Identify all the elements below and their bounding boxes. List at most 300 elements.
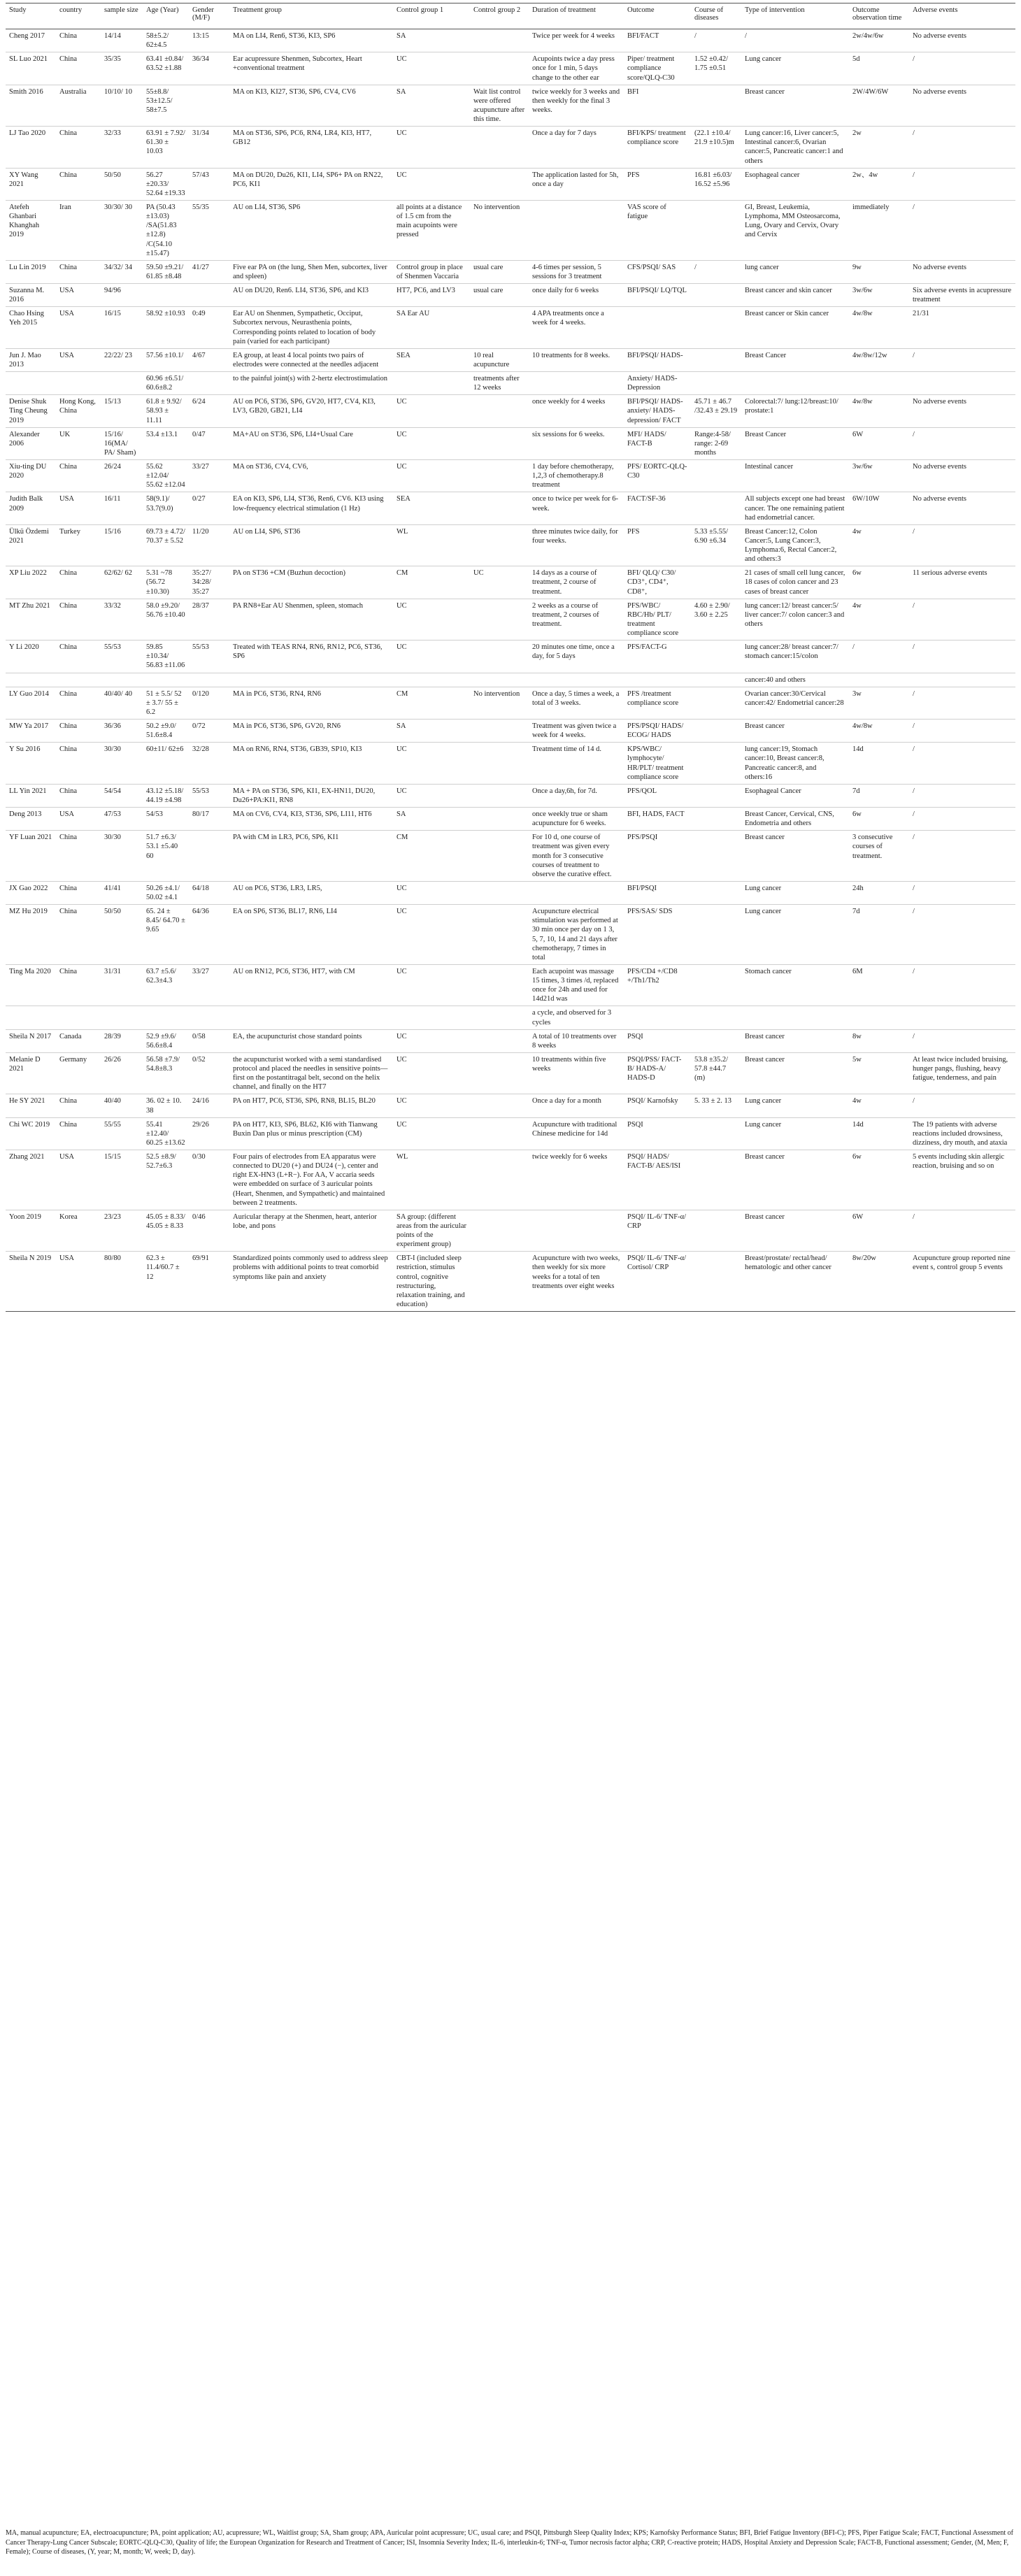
cell-control-group-2: Wait list control were offered acupuncture after this time. bbox=[470, 85, 529, 127]
cell-treatment-group: MA on ST36, SP6, PC6, RN4, LR4, KI3, HT7, GB12 bbox=[229, 127, 393, 169]
cell-observation-time: 6W bbox=[849, 1210, 909, 1252]
cell-sample-size: 26/26 bbox=[101, 1052, 143, 1094]
cell-control-group-1 bbox=[393, 372, 470, 395]
cell-outcome: MFI/ HADS/ FACT-B bbox=[624, 427, 691, 459]
cell-control-group-1: SA bbox=[393, 85, 470, 127]
cell-adverse-events: Six adverse events in acupressure treatment bbox=[909, 284, 1015, 307]
cell-adverse-events: / bbox=[909, 1029, 1015, 1052]
cell-course-of-diseases bbox=[691, 566, 741, 599]
cell-control-group-1: WL bbox=[393, 1150, 470, 1210]
cell-age: 51.7 ±6.3/ 53.1 ±5.40 60 bbox=[143, 831, 189, 882]
cell-country: China bbox=[56, 687, 101, 719]
cell-sample-size: 26/24 bbox=[101, 460, 143, 492]
cell-study bbox=[6, 372, 56, 395]
cell-gender: 0/58 bbox=[189, 1029, 229, 1052]
cell-duration: 4-6 times per session, 5 sessions for 3 treatment bbox=[529, 260, 624, 283]
cell-control-group-2 bbox=[470, 1094, 529, 1117]
cell-outcome: PFS bbox=[624, 524, 691, 566]
cell-duration: Acupuncture electrical stimulation was performed at 30 min once per day on 1 3, 5, 7, 10, 14 and 21 days after chemotherapy, 7 times in total bbox=[529, 905, 624, 965]
column-header-outcome: Outcome bbox=[624, 3, 691, 29]
cell-observation-time: 6w bbox=[849, 1150, 909, 1210]
cell-adverse-events: / bbox=[909, 964, 1015, 1006]
cell-country: USA bbox=[56, 1252, 101, 1312]
cell-adverse-events: / bbox=[909, 743, 1015, 785]
cell-gender: 41/27 bbox=[189, 260, 229, 283]
cell-outcome: PFS/SAS/ SDS bbox=[624, 905, 691, 965]
cell-observation-time: 2W/4W/6W bbox=[849, 85, 909, 127]
cell-sample-size bbox=[101, 1006, 143, 1029]
cell-observation-time: 3w/6w bbox=[849, 460, 909, 492]
cell-country: China bbox=[56, 641, 101, 673]
cell-intervention-type: Breast cancer or Skin cancer bbox=[741, 307, 849, 349]
cell-observation-time: 9w bbox=[849, 260, 909, 283]
cell-treatment-group: to the painful joint(s) with 2-hertz electrostimulation bbox=[229, 372, 393, 395]
cell-sample-size: 15/16/ 16(MA/ PA/ Sham) bbox=[101, 427, 143, 459]
cell-country: China bbox=[56, 599, 101, 641]
cell-course-of-diseases bbox=[691, 720, 741, 743]
cell-sample-size: 28/39 bbox=[101, 1029, 143, 1052]
table-row bbox=[6, 1150, 1015, 1210]
cell-duration: For 10 d, one course of treatment was given every month for 3 consecutive courses of treatment to observe the curative effect. bbox=[529, 831, 624, 882]
cell-course-of-diseases: / bbox=[691, 260, 741, 283]
cell-intervention-type: Breast cancer bbox=[741, 1210, 849, 1252]
cell-control-group-2 bbox=[470, 673, 529, 687]
cell-control-group-2 bbox=[470, 641, 529, 673]
table-row bbox=[6, 1252, 1015, 1312]
cell-course-of-diseases: / bbox=[691, 29, 741, 52]
cell-duration bbox=[529, 881, 624, 904]
cell-duration: 4 APA treatments once a week for 4 weeks. bbox=[529, 307, 624, 349]
cell-outcome: PFS/PSQI/ HADS/ ECOG/ HADS bbox=[624, 720, 691, 743]
cell-adverse-events: / bbox=[909, 905, 1015, 965]
cell-control-group-1: SA bbox=[393, 808, 470, 831]
cell-outcome: PFS/QOL bbox=[624, 784, 691, 807]
cell-observation-time: 6w bbox=[849, 808, 909, 831]
cell-intervention-type: Breast cancer and skin cancer bbox=[741, 284, 849, 307]
table-row bbox=[6, 720, 1015, 743]
cell-age: 60.96 ±6.51/ 60.6±8.2 bbox=[143, 372, 189, 395]
cell-observation-time: 4w/8w/12w bbox=[849, 348, 909, 371]
cell-control-group-2 bbox=[470, 1052, 529, 1094]
cell-intervention-type: Breast Cancer bbox=[741, 348, 849, 371]
table-row bbox=[6, 284, 1015, 307]
cell-control-group-1: CM bbox=[393, 687, 470, 719]
cell-intervention-type: Breast Cancer, Cervical, CNS, Endometria and others bbox=[741, 808, 849, 831]
cell-treatment-group: AU on PC6, ST36, SP6, GV20, HT7, CV4, KI3, LV3, GB20, GB21, LI4 bbox=[229, 395, 393, 427]
cell-intervention-type: Breast cancer bbox=[741, 720, 849, 743]
cell-control-group-1: SEA bbox=[393, 492, 470, 524]
cell-outcome: PSQI/ IL-6/ TNF-α/ Cortisol/ CRP bbox=[624, 1252, 691, 1312]
cell-adverse-events: / bbox=[909, 1094, 1015, 1117]
cell-observation-time: 4w/8w bbox=[849, 395, 909, 427]
cell-country: China bbox=[56, 881, 101, 904]
cell-gender: 13:15 bbox=[189, 29, 229, 52]
cell-country: USA bbox=[56, 307, 101, 349]
cell-duration bbox=[529, 673, 624, 687]
cell-outcome: FACT/SF-36 bbox=[624, 492, 691, 524]
cell-adverse-events: / bbox=[909, 881, 1015, 904]
cell-observation-time: 2w、4w bbox=[849, 168, 909, 200]
cell-gender bbox=[189, 1006, 229, 1029]
cell-duration: Twice per week for 4 weeks bbox=[529, 29, 624, 52]
cell-gender: 0/47 bbox=[189, 427, 229, 459]
table-row bbox=[6, 964, 1015, 1006]
cell-sample-size: 16/11 bbox=[101, 492, 143, 524]
column-header-observation-time: Outcome observation time bbox=[849, 3, 909, 29]
table-header-row bbox=[6, 3, 1015, 29]
cell-observation-time: 3w/6w bbox=[849, 284, 909, 307]
cell-duration: twice weekly for 3 weeks and then weekly for the final 3 weeks. bbox=[529, 85, 624, 127]
table-row bbox=[6, 307, 1015, 349]
cell-sample-size: 40/40/ 40 bbox=[101, 687, 143, 719]
cell-sample-size: 30/30 bbox=[101, 831, 143, 882]
cell-course-of-diseases bbox=[691, 784, 741, 807]
cell-sample-size: 41/41 bbox=[101, 881, 143, 904]
cell-treatment-group: MA on RN6, RN4, ST36, GB39, SP10, KI3 bbox=[229, 743, 393, 785]
cell-course-of-diseases bbox=[691, 964, 741, 1006]
cell-country: China bbox=[56, 720, 101, 743]
cell-adverse-events: / bbox=[909, 687, 1015, 719]
cell-gender: 4/67 bbox=[189, 348, 229, 371]
cell-observation-time: 6w bbox=[849, 566, 909, 599]
cell-course-of-diseases bbox=[691, 831, 741, 882]
cell-control-group-1: UC bbox=[393, 395, 470, 427]
cell-outcome: PFS/WBC/ RBC/Hb/ PLT/ treatment compliance score bbox=[624, 599, 691, 641]
cell-control-group-2 bbox=[470, 492, 529, 524]
cell-gender: 0/72 bbox=[189, 720, 229, 743]
cell-age: 62.3 ± 11.4/60.7 ± 12 bbox=[143, 1252, 189, 1312]
cell-study: Lu Lin 2019 bbox=[6, 260, 56, 283]
cell-country: USA bbox=[56, 808, 101, 831]
cell-age: 61.8 ± 9.92/ 58.93 ± 11.11 bbox=[143, 395, 189, 427]
cell-age: 54/53 bbox=[143, 808, 189, 831]
cell-course-of-diseases: 4.60 ± 2.90/ 3.60 ± 2.25 bbox=[691, 599, 741, 641]
cell-study: Yoon 2019 bbox=[6, 1210, 56, 1252]
cell-age: 55.62 ±12.04/ 55.62 ±12.04 bbox=[143, 460, 189, 492]
cell-observation-time: 4w/8w bbox=[849, 720, 909, 743]
table-row bbox=[6, 687, 1015, 719]
cell-course-of-diseases: 1.52 ±0.42/ 1.75 ±0.51 bbox=[691, 52, 741, 85]
cell-control-group-1: UC bbox=[393, 52, 470, 85]
cell-observation-time: 8w/20w bbox=[849, 1252, 909, 1312]
cell-sample-size: 30/30 bbox=[101, 743, 143, 785]
cell-treatment-group bbox=[229, 673, 393, 687]
cell-treatment-group: AU on PC6, ST36, LR3, LR5, bbox=[229, 881, 393, 904]
cell-control-group-2 bbox=[470, 52, 529, 85]
cell-intervention-type: Esophageal cancer bbox=[741, 168, 849, 200]
cell-control-group-2: usual care bbox=[470, 284, 529, 307]
cell-duration bbox=[529, 1210, 624, 1252]
cell-adverse-events: / bbox=[909, 348, 1015, 371]
cell-control-group-2 bbox=[470, 168, 529, 200]
cell-study: Xiu-ting DU 2020 bbox=[6, 460, 56, 492]
cell-treatment-group: AU on DU20, Ren6. LI4, ST36, SP6, and KI3 bbox=[229, 284, 393, 307]
cell-treatment-group: MA on CV6, CV4, KI3, ST36, SP6, LI11, HT6 bbox=[229, 808, 393, 831]
cell-country: China bbox=[56, 566, 101, 599]
cell-adverse-events: / bbox=[909, 720, 1015, 743]
cell-age: 55±8.8/ 53±12.5/ 58±7.5 bbox=[143, 85, 189, 127]
cell-country: China bbox=[56, 964, 101, 1006]
cell-age: 51 ± 5.5/ 52 ± 3.7/ 55 ± 6.2 bbox=[143, 687, 189, 719]
cell-outcome: BFI/PSQI/ HADS-anxiety/ HADS-depression/ FACT bbox=[624, 395, 691, 427]
cell-control-group-2: UC bbox=[470, 566, 529, 599]
cell-country bbox=[56, 1006, 101, 1029]
cell-gender: 55/35 bbox=[189, 201, 229, 261]
table-row bbox=[6, 641, 1015, 673]
cell-sample-size: 54/54 bbox=[101, 784, 143, 807]
cell-treatment-group: EA on KI3, SP6, LI4, ST36, Ren6, CV6. KI3 using low-frequency electrical stimulation (1 Hz) bbox=[229, 492, 393, 524]
cell-age: 50.26 ±4.1/ 50.02 ±4.1 bbox=[143, 881, 189, 904]
cell-course-of-diseases: 5.33 ±5.55/ 6.90 ±6.34 bbox=[691, 524, 741, 566]
cell-course-of-diseases bbox=[691, 1150, 741, 1210]
cell-adverse-events: 11 serious adverse events bbox=[909, 566, 1015, 599]
cell-country: Canada bbox=[56, 1029, 101, 1052]
cell-duration: Once a day for a month bbox=[529, 1094, 624, 1117]
cell-country: USA bbox=[56, 284, 101, 307]
cell-duration: 10 treatments for 8 weeks. bbox=[529, 348, 624, 371]
cell-age bbox=[143, 284, 189, 307]
cell-observation-time: / bbox=[849, 641, 909, 673]
cell-study bbox=[6, 673, 56, 687]
cell-course-of-diseases bbox=[691, 673, 741, 687]
cell-adverse-events: / bbox=[909, 168, 1015, 200]
column-header-gender: Gender (M/F) bbox=[189, 3, 229, 29]
cell-control-group-1: all points at a distance of 1.5 cm from the main acupoints were pressed bbox=[393, 201, 470, 261]
cell-sample-size: 15/13 bbox=[101, 395, 143, 427]
table-row bbox=[6, 566, 1015, 599]
cell-intervention-type: Colorectal:7/ lung:12/breast:10/ prostate:1 bbox=[741, 395, 849, 427]
cell-study: LL Yin 2021 bbox=[6, 784, 56, 807]
cell-age: 52.9 ±9.6/ 56.6±8.4 bbox=[143, 1029, 189, 1052]
cell-treatment-group: PA on HT7, PC6, ST36, SP6, RN8, BL15, BL20 bbox=[229, 1094, 393, 1117]
table-row bbox=[6, 1052, 1015, 1094]
cell-observation-time bbox=[849, 673, 909, 687]
cell-duration: Once a day for 7 days bbox=[529, 127, 624, 169]
cell-control-group-2 bbox=[470, 808, 529, 831]
cell-control-group-1: UC bbox=[393, 1052, 470, 1094]
table-row bbox=[6, 372, 1015, 395]
cell-gender: 31/34 bbox=[189, 127, 229, 169]
table-row bbox=[6, 85, 1015, 127]
cell-gender bbox=[189, 85, 229, 127]
table-row bbox=[6, 260, 1015, 283]
cell-adverse-events: No adverse events bbox=[909, 85, 1015, 127]
cell-outcome: KPS/WBC/ lymphocyte/ HR/PLT/ treatment compliance score bbox=[624, 743, 691, 785]
cell-intervention-type: All subjects except one had breast cancer. The one remaining patient had endometrial cancer. bbox=[741, 492, 849, 524]
cell-study: Judith Balk 2009 bbox=[6, 492, 56, 524]
cell-outcome: PSQI/ Karnofsky bbox=[624, 1094, 691, 1117]
cell-country: China bbox=[56, 52, 101, 85]
cell-control-group-2: No intervention bbox=[470, 687, 529, 719]
cell-adverse-events: / bbox=[909, 201, 1015, 261]
cell-control-group-2 bbox=[470, 29, 529, 52]
cell-outcome: PFS/FACT-G bbox=[624, 641, 691, 673]
cell-outcome: VAS score of fatigue bbox=[624, 201, 691, 261]
cell-treatment-group: MA in PC6, ST36, RN4, RN6 bbox=[229, 687, 393, 719]
table-row bbox=[6, 29, 1015, 52]
cell-gender: 0/30 bbox=[189, 1150, 229, 1210]
cell-adverse-events: 5 events including skin allergic reaction, bruising and so on bbox=[909, 1150, 1015, 1210]
cell-observation-time: 6W bbox=[849, 427, 909, 459]
cell-control-group-2 bbox=[470, 881, 529, 904]
cell-intervention-type: Lung cancer bbox=[741, 52, 849, 85]
cell-study: Chi WC 2019 bbox=[6, 1117, 56, 1150]
cell-sample-size: 23/23 bbox=[101, 1210, 143, 1252]
cell-outcome: BFI/KPS/ treatment compliance score bbox=[624, 127, 691, 169]
cell-intervention-type: Ovarian cancer:30/Cervical cancer:42/ Endometrial cancer:28 bbox=[741, 687, 849, 719]
cell-observation-time: 5d bbox=[849, 52, 909, 85]
cell-country: China bbox=[56, 743, 101, 785]
cell-gender: 24/16 bbox=[189, 1094, 229, 1117]
cell-control-group-1: UC bbox=[393, 460, 470, 492]
cell-gender: 55/53 bbox=[189, 784, 229, 807]
cell-observation-time: 24h bbox=[849, 881, 909, 904]
cell-country: China bbox=[56, 460, 101, 492]
cell-study: JX Gao 2022 bbox=[6, 881, 56, 904]
cell-country: USA bbox=[56, 1150, 101, 1210]
cell-treatment-group: EA, the acupuncturist chose standard points bbox=[229, 1029, 393, 1052]
cell-outcome bbox=[624, 1006, 691, 1029]
cell-country: China bbox=[56, 168, 101, 200]
cell-adverse-events: / bbox=[909, 52, 1015, 85]
cell-adverse-events: / bbox=[909, 599, 1015, 641]
table-row bbox=[6, 808, 1015, 831]
cell-sample-size: 14/14 bbox=[101, 29, 143, 52]
column-header-treatment-group: Treatment group bbox=[229, 3, 393, 29]
cell-observation-time bbox=[849, 372, 909, 395]
cell-duration: six sessions for 6 weeks. bbox=[529, 427, 624, 459]
table-row bbox=[6, 1117, 1015, 1150]
cell-course-of-diseases bbox=[691, 460, 741, 492]
cell-sample-size: 55/55 bbox=[101, 1117, 143, 1150]
cell-duration: 1 day before chemotherapy, 1,2,3 of chemotherapy.8 treatment bbox=[529, 460, 624, 492]
cell-control-group-2: treatments after 12 weeks bbox=[470, 372, 529, 395]
cell-observation-time: 3w bbox=[849, 687, 909, 719]
cell-course-of-diseases bbox=[691, 85, 741, 127]
cell-study: Atefeh Ghanbari Khanghah 2019 bbox=[6, 201, 56, 261]
cell-observation-time bbox=[849, 1006, 909, 1029]
cell-study: Melanie D 2021 bbox=[6, 1052, 56, 1094]
cell-control-group-2 bbox=[470, 720, 529, 743]
table-row bbox=[6, 492, 1015, 524]
cell-treatment-group: PA with CM in LR3, PC6, SP6, KI1 bbox=[229, 831, 393, 882]
cell-treatment-group: Auricular therapy at the Shenmen, heart, anterior lobe, and pons bbox=[229, 1210, 393, 1252]
cell-treatment-group: PA RN8+Ear AU Shenmen, spleen, stomach bbox=[229, 599, 393, 641]
cell-course-of-diseases bbox=[691, 881, 741, 904]
cell-treatment-group: Five ear PA on (the lung, Shen Men, subcortex, liver and spleen) bbox=[229, 260, 393, 283]
cell-sample-size: 33/32 bbox=[101, 599, 143, 641]
cell-country: China bbox=[56, 260, 101, 283]
cell-treatment-group: MA + PA on ST36, SP6, KI1, EX-HN11, DU20, Du26+PA:KI1, RN8 bbox=[229, 784, 393, 807]
cell-gender: 64/18 bbox=[189, 881, 229, 904]
column-header-control-group-2: Control group 2 bbox=[470, 3, 529, 29]
cell-control-group-2 bbox=[470, 460, 529, 492]
cell-sample-size: 80/80 bbox=[101, 1252, 143, 1312]
cell-intervention-type: Breast cancer bbox=[741, 1029, 849, 1052]
cell-age: 58±5.2/ 62±4.5 bbox=[143, 29, 189, 52]
cell-study: MT Zhu 2021 bbox=[6, 599, 56, 641]
cell-outcome: BFI/FACT bbox=[624, 29, 691, 52]
cell-gender: 55/53 bbox=[189, 641, 229, 673]
cell-study: LY Guo 2014 bbox=[6, 687, 56, 719]
table-row bbox=[6, 201, 1015, 261]
cell-study: YF Luan 2021 bbox=[6, 831, 56, 882]
cell-observation-time: 5w bbox=[849, 1052, 909, 1094]
cell-control-group-2 bbox=[470, 307, 529, 349]
cell-treatment-group: PA on ST36 +CM (Buzhun decoction) bbox=[229, 566, 393, 599]
cell-age: 63.41 ±0.84/ 63.52 ±1.88 bbox=[143, 52, 189, 85]
cell-control-group-1: UC bbox=[393, 964, 470, 1006]
cell-intervention-type: Breast cancer bbox=[741, 831, 849, 882]
cell-sample-size bbox=[101, 372, 143, 395]
cell-intervention-type: Lung cancer:16, Liver cancer:5, Intestinal cancer:6, Ovarian cancer:5, Pancreatic cancer:1 and others bbox=[741, 127, 849, 169]
cell-study: SL Luo 2021 bbox=[6, 52, 56, 85]
cell-duration: Treatment time of 14 d. bbox=[529, 743, 624, 785]
cell-gender: 36/34 bbox=[189, 52, 229, 85]
cell-duration: once to twice per week for 6-week. bbox=[529, 492, 624, 524]
cell-sample-size: 50/50 bbox=[101, 905, 143, 965]
column-header-age: Age (Year) bbox=[143, 3, 189, 29]
cell-gender: 69/91 bbox=[189, 1252, 229, 1312]
table-body bbox=[6, 29, 1015, 1312]
table-row bbox=[6, 127, 1015, 169]
cell-country: China bbox=[56, 831, 101, 882]
cell-outcome bbox=[624, 673, 691, 687]
cell-duration: once daily for 6 weeks bbox=[529, 284, 624, 307]
cell-duration: a cycle, and observed for 3 cycles bbox=[529, 1006, 624, 1029]
cell-control-group-1: SA bbox=[393, 29, 470, 52]
cell-study bbox=[6, 1006, 56, 1029]
cell-adverse-events: / bbox=[909, 641, 1015, 673]
cell-gender bbox=[189, 673, 229, 687]
column-header-study: Study bbox=[6, 3, 56, 29]
cell-study: Sheila N 2017 bbox=[6, 1029, 56, 1052]
cell-outcome: PSQI bbox=[624, 1117, 691, 1150]
cell-duration: 20 minutes one time, once a day, for 5 days bbox=[529, 641, 624, 673]
cell-control-group-1: UC bbox=[393, 1117, 470, 1150]
cell-treatment-group: MA on ST36, CV4, CV6, bbox=[229, 460, 393, 492]
cell-treatment-group: MA on KI3, KI27, ST36, SP6, CV4, CV6 bbox=[229, 85, 393, 127]
cell-sample-size: 10/10/ 10 bbox=[101, 85, 143, 127]
cell-study: Sheila N 2019 bbox=[6, 1252, 56, 1312]
cell-treatment-group: AU on RN12, PC6, ST36, HT7, with CM bbox=[229, 964, 393, 1006]
cell-control-group-2 bbox=[470, 1150, 529, 1210]
cell-intervention-type bbox=[741, 1006, 849, 1029]
cell-sample-size: 22/22/ 23 bbox=[101, 348, 143, 371]
cell-control-group-2 bbox=[470, 1029, 529, 1052]
cell-sample-size: 15/16 bbox=[101, 524, 143, 566]
cell-outcome: CFS/PSQI/ SAS bbox=[624, 260, 691, 283]
cell-outcome: Anxiety/ HADS-Depression bbox=[624, 372, 691, 395]
cell-age: 58(9.1)/ 53.7(9.0) bbox=[143, 492, 189, 524]
cell-observation-time: 4w bbox=[849, 524, 909, 566]
cell-course-of-diseases bbox=[691, 1252, 741, 1312]
cell-outcome: BFI/PSQI/ LQ/TQL bbox=[624, 284, 691, 307]
cell-adverse-events: No adverse events bbox=[909, 460, 1015, 492]
cell-sample-size: 94/96 bbox=[101, 284, 143, 307]
cell-control-group-1: UC bbox=[393, 784, 470, 807]
cell-duration: The application lasted for 5h, once a day bbox=[529, 168, 624, 200]
cell-sample-size: 55/53 bbox=[101, 641, 143, 673]
cell-country: China bbox=[56, 127, 101, 169]
cell-outcome: BFI/PSQI/ HADS- bbox=[624, 348, 691, 371]
cell-sample-size: 15/15 bbox=[101, 1150, 143, 1210]
cell-sample-size: 35/35 bbox=[101, 52, 143, 85]
cell-course-of-diseases bbox=[691, 905, 741, 965]
cell-age bbox=[143, 673, 189, 687]
cell-control-group-2 bbox=[470, 743, 529, 785]
cell-gender: 0/52 bbox=[189, 1052, 229, 1094]
